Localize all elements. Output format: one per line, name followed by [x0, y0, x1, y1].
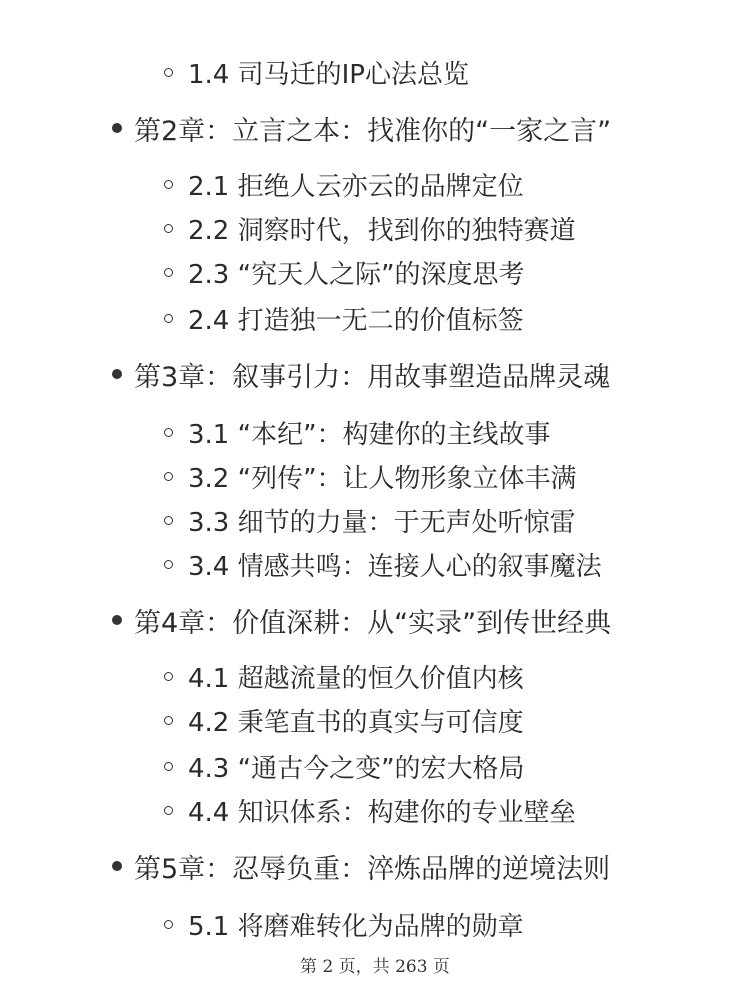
section-title: 2.4 打造独一无二的价值标签 — [188, 305, 524, 336]
chapter-title: 第2章：立言之本：找准你的“一家之言” — [134, 115, 612, 147]
bullet-circle-icon — [164, 428, 173, 437]
bullet-circle-icon — [164, 806, 173, 815]
bullet-circle-icon — [164, 762, 173, 771]
bullet-circle-icon — [164, 268, 173, 277]
bullet-circle-icon — [164, 516, 173, 525]
chapter-title: 第5章：忍辱负重：淬炼品牌的逆境法则 — [134, 853, 611, 885]
section-title: 4.3 “通古今之变”的宏大格局 — [188, 753, 525, 784]
bullet-circle-icon — [164, 314, 173, 323]
chapter-title: 第4章：价值深耕：从“实录”到传世经典 — [134, 607, 612, 639]
section-title: 3.4 情感共鸣：连接人心的叙事魔法 — [188, 551, 602, 582]
bullet-circle-icon — [164, 560, 173, 569]
section-title: 1.4 司马迁的IP心法总览 — [188, 59, 469, 90]
bullet-dot-icon — [112, 615, 122, 625]
bullet-circle-icon — [164, 716, 173, 725]
section-title: 2.1 拒绝人云亦云的品牌定位 — [188, 171, 524, 202]
bullet-dot-icon — [112, 123, 122, 133]
section-title: 3.2 “列传”：让人物形象立体丰满 — [188, 463, 577, 494]
bullet-circle-icon — [164, 180, 173, 189]
bullet-circle-icon — [164, 672, 173, 681]
page-footer: 第 2 页，共 263 页 — [300, 957, 450, 977]
chapter-title: 第3章：叙事引力：用故事塑造品牌灵魂 — [134, 361, 611, 393]
bullet-circle-icon — [164, 920, 173, 929]
bullet-circle-icon — [164, 224, 173, 233]
bullet-dot-icon — [112, 861, 122, 871]
section-title: 4.4 知识体系：构建你的专业壁垒 — [188, 797, 576, 828]
bullet-dot-icon — [112, 369, 122, 379]
section-title: 3.1 “本纪”：构建你的主线故事 — [188, 419, 551, 450]
section-title: 2.2 洞察时代，找到你的独特赛道 — [188, 215, 576, 246]
section-title: 5.1 将磨难转化为品牌的勋章 — [188, 911, 524, 942]
bullet-circle-icon — [164, 68, 173, 77]
bullet-circle-icon — [164, 472, 173, 481]
section-title: 2.3 “究天人之际”的深度思考 — [188, 259, 525, 290]
section-title: 4.1 超越流量的恒久价值内核 — [188, 663, 524, 694]
section-title: 3.3 细节的力量：于无声处听惊雷 — [188, 507, 576, 538]
section-title: 4.2 秉笔直书的真实与可信度 — [188, 707, 524, 738]
